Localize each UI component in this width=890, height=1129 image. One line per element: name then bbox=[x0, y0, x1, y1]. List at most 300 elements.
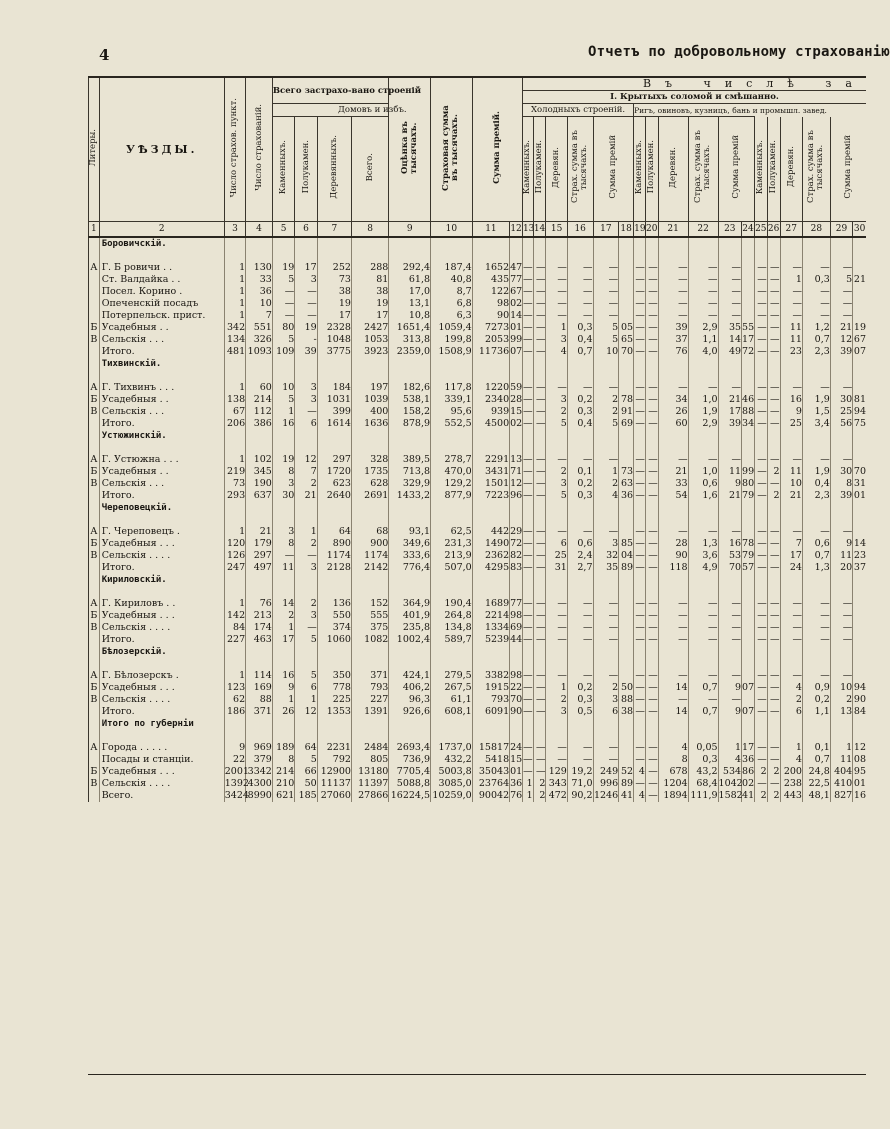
value-cell: — bbox=[802, 454, 830, 466]
empty-cell bbox=[89, 250, 100, 262]
empty-cell bbox=[472, 370, 509, 382]
header-rig: Ригъ, овиновъ, кузницъ, бань и промышл. завед. bbox=[634, 105, 827, 115]
empty-cell bbox=[510, 370, 523, 382]
value-cell: 38 bbox=[351, 286, 388, 298]
value-cell: 3085,0 bbox=[431, 778, 473, 790]
value-cell: 199,8 bbox=[431, 334, 473, 346]
empty-cell bbox=[718, 658, 742, 670]
value-cell: 793 bbox=[472, 694, 509, 706]
value-cell: 27866 bbox=[351, 790, 388, 802]
value-cell: 400 bbox=[351, 406, 388, 418]
value-cell: 1,5 bbox=[802, 406, 830, 418]
value-cell: 13,1 bbox=[389, 298, 431, 310]
table-row bbox=[89, 742, 867, 754]
value-cell: 79 bbox=[742, 550, 755, 561]
value-cell: 2 bbox=[767, 490, 780, 502]
empty-cell bbox=[688, 718, 718, 730]
empty-cell bbox=[99, 250, 224, 262]
value-cell: 214 bbox=[246, 394, 273, 406]
empty-cell bbox=[317, 730, 351, 742]
value-cell: 36 bbox=[510, 778, 523, 789]
empty-cell bbox=[522, 237, 533, 250]
empty-cell bbox=[431, 718, 473, 730]
value-cell bbox=[619, 262, 634, 274]
value-cell: — bbox=[272, 298, 294, 310]
value-cell: 94 bbox=[853, 406, 866, 417]
value-cell: 214 bbox=[272, 766, 294, 778]
empty-cell bbox=[645, 718, 658, 730]
value-cell: — bbox=[567, 670, 593, 682]
value-cell: — bbox=[546, 286, 567, 298]
value-cell: 399 bbox=[317, 406, 351, 418]
value-cell: — bbox=[688, 298, 718, 310]
value-cell: 90 bbox=[853, 694, 866, 705]
empty-cell bbox=[567, 358, 593, 370]
value-cell: — bbox=[767, 418, 780, 430]
value-cell: 1636 bbox=[351, 418, 388, 430]
value-cell: 1 bbox=[272, 694, 294, 706]
value-cell: — bbox=[645, 670, 658, 682]
value-cell: — bbox=[593, 454, 619, 466]
empty-cell bbox=[533, 586, 546, 598]
empty-cell bbox=[853, 237, 866, 250]
value-cell: 1 bbox=[780, 742, 802, 754]
value-cell bbox=[619, 298, 634, 310]
empty-cell bbox=[593, 502, 619, 514]
value-cell: 197 bbox=[351, 382, 388, 394]
value-cell: 11 bbox=[780, 322, 802, 334]
empty-cell bbox=[658, 502, 688, 514]
empty-cell bbox=[472, 718, 509, 730]
value-cell: 17 bbox=[272, 634, 294, 646]
empty-cell bbox=[295, 502, 317, 514]
value-cell: 472 bbox=[546, 790, 567, 802]
empty-cell bbox=[718, 370, 742, 382]
uezd-label: Города . . . . . bbox=[99, 742, 224, 754]
value-cell: 3 bbox=[546, 334, 567, 346]
value-cell: — bbox=[523, 610, 533, 621]
empty-cell bbox=[546, 250, 567, 262]
empty-cell bbox=[295, 237, 317, 250]
value-cell: 2 bbox=[295, 598, 317, 610]
empty-cell bbox=[688, 237, 718, 250]
value-cell: — bbox=[802, 598, 830, 610]
value-cell: — bbox=[767, 694, 780, 706]
empty-cell bbox=[767, 358, 780, 370]
value-cell: — bbox=[533, 562, 546, 574]
value-cell: 90 bbox=[510, 706, 523, 717]
empty-cell bbox=[522, 430, 533, 442]
empty-cell bbox=[472, 574, 509, 586]
value-cell: 252 bbox=[317, 262, 351, 274]
empty-cell bbox=[246, 442, 273, 454]
value-cell: — bbox=[658, 310, 688, 322]
value-cell: 76 bbox=[510, 790, 523, 801]
value-cell: 39 bbox=[658, 322, 688, 334]
value-cell: — bbox=[533, 706, 546, 718]
value-cell: 77 bbox=[510, 274, 523, 285]
empty-cell bbox=[767, 574, 780, 586]
header-vsego-bld: Всего. bbox=[351, 117, 388, 222]
value-cell: 19 bbox=[317, 298, 351, 310]
empty-cell bbox=[389, 730, 431, 742]
column-number: 8 bbox=[351, 222, 388, 238]
empty-cell bbox=[99, 514, 224, 526]
value-cell: — bbox=[658, 694, 688, 706]
empty-cell bbox=[754, 358, 767, 370]
empty-cell bbox=[351, 574, 388, 586]
value-cell: 2,4 bbox=[567, 550, 593, 562]
column-number: 5 bbox=[272, 222, 294, 238]
value-cell: 60 bbox=[658, 418, 688, 430]
empty-cell bbox=[645, 574, 658, 586]
value-cell: 01 bbox=[510, 322, 523, 333]
empty-cell bbox=[389, 658, 431, 670]
value-cell: 2214 bbox=[472, 610, 509, 622]
value-cell: — bbox=[635, 346, 645, 357]
value-cell: 19 bbox=[295, 322, 317, 334]
value-cell: 1334 bbox=[472, 622, 509, 634]
value-cell: 776,4 bbox=[389, 562, 431, 574]
value-cell: 481 bbox=[224, 346, 245, 358]
value-cell: — bbox=[593, 286, 619, 298]
value-cell: 278,7 bbox=[431, 454, 473, 466]
value-cell: 8 bbox=[658, 754, 688, 766]
value-cell: — bbox=[272, 310, 294, 322]
empty-cell bbox=[533, 514, 546, 526]
value-cell: — bbox=[780, 262, 802, 274]
value-cell: — bbox=[567, 526, 593, 538]
value-cell: — bbox=[830, 454, 852, 466]
empty-cell bbox=[802, 646, 830, 658]
empty-cell bbox=[767, 586, 780, 598]
column-number: 18 bbox=[619, 222, 634, 238]
empty-cell bbox=[89, 358, 100, 370]
value-cell: 15 bbox=[510, 754, 523, 765]
value-cell: 80 bbox=[742, 478, 755, 489]
value-cell: — bbox=[688, 286, 718, 298]
column-number: 30 bbox=[853, 222, 866, 238]
value-cell: — bbox=[645, 346, 658, 358]
table-header bbox=[89, 77, 867, 237]
empty-cell bbox=[567, 442, 593, 454]
empty-cell bbox=[472, 514, 509, 526]
header-k-kamen: Каменныхъ. bbox=[634, 117, 646, 222]
column-number: 13 bbox=[522, 222, 533, 238]
header-kamennykh-bld: Каменныхъ. bbox=[272, 117, 294, 222]
value-cell: — bbox=[645, 766, 658, 778]
empty-cell bbox=[89, 514, 100, 526]
value-cell: 38 bbox=[619, 706, 634, 718]
empty-cell bbox=[389, 574, 431, 586]
uezd-label: Усадебныя . . bbox=[99, 394, 224, 406]
value-cell: — bbox=[718, 262, 742, 274]
uezd-label: Г. Кириловъ . . bbox=[99, 598, 224, 610]
value-cell: — bbox=[523, 334, 533, 345]
value-cell: 21 bbox=[830, 322, 852, 334]
value-cell: — bbox=[546, 310, 567, 322]
empty-cell bbox=[546, 430, 567, 442]
value-cell: 1353 bbox=[317, 706, 351, 718]
litera-cell: В bbox=[90, 478, 98, 489]
value-cell: 12 bbox=[830, 334, 852, 346]
value-cell: — bbox=[718, 610, 742, 622]
empty-cell bbox=[389, 502, 431, 514]
value-cell: 1,0 bbox=[688, 394, 718, 406]
value-cell: 778 bbox=[317, 682, 351, 694]
value-cell: 2142 bbox=[351, 562, 388, 574]
value-cell: 21 bbox=[295, 490, 317, 502]
value-cell: — bbox=[780, 454, 802, 466]
value-cell: 589,7 bbox=[431, 634, 473, 646]
section-header bbox=[89, 574, 867, 586]
value-cell bbox=[742, 622, 755, 634]
value-cell: — bbox=[523, 418, 533, 429]
value-cell: — bbox=[802, 382, 830, 394]
uezd-label: Итого. bbox=[99, 346, 224, 358]
empty-cell bbox=[89, 237, 100, 250]
header-otsenka: Оцѣнка въ тысячахъ. bbox=[389, 77, 431, 222]
empty-cell bbox=[567, 586, 593, 598]
value-cell: 16 bbox=[272, 418, 294, 430]
value-cell bbox=[619, 634, 634, 646]
empty-cell bbox=[533, 250, 546, 262]
value-cell: 371 bbox=[351, 670, 388, 682]
empty-cell bbox=[802, 430, 830, 442]
empty-cell bbox=[658, 358, 688, 370]
value-cell: — bbox=[645, 694, 658, 706]
value-cell: — bbox=[645, 622, 658, 634]
value-cell: — bbox=[523, 562, 533, 573]
value-cell: — bbox=[523, 478, 533, 489]
empty-cell bbox=[830, 358, 852, 370]
value-cell: 375 bbox=[351, 622, 388, 634]
empty-cell bbox=[246, 658, 273, 670]
value-cell: 8 bbox=[272, 754, 294, 766]
value-cell: — bbox=[767, 634, 780, 646]
value-cell: 40,8 bbox=[431, 274, 473, 286]
empty-cell bbox=[472, 730, 509, 742]
empty-cell bbox=[351, 430, 388, 442]
value-cell: 54 bbox=[658, 490, 688, 502]
value-cell: — bbox=[593, 742, 619, 754]
value-cell bbox=[619, 382, 634, 394]
litera-cell: В bbox=[90, 406, 98, 417]
empty-cell bbox=[619, 370, 634, 382]
value-cell: 118 bbox=[658, 562, 688, 574]
empty-cell bbox=[634, 730, 646, 742]
value-cell: 05 bbox=[619, 322, 634, 334]
empty-cell bbox=[431, 430, 473, 442]
value-cell: — bbox=[533, 274, 546, 286]
empty-cell bbox=[224, 718, 245, 730]
litera-cell bbox=[89, 790, 100, 802]
value-cell: — bbox=[533, 766, 546, 778]
value-cell: 1 bbox=[718, 742, 742, 754]
uezd-label: Усадебныя . . . bbox=[99, 538, 224, 550]
value-cell: — bbox=[635, 562, 645, 573]
value-cell: 99 bbox=[742, 466, 755, 477]
value-cell: — bbox=[754, 466, 767, 478]
value-cell: — bbox=[635, 670, 645, 681]
value-cell: 16 bbox=[780, 394, 802, 406]
value-cell: 227 bbox=[224, 634, 245, 646]
value-cell: 22 bbox=[510, 682, 523, 693]
value-cell: 9 bbox=[718, 706, 742, 718]
value-cell: — bbox=[767, 754, 780, 766]
value-cell: — bbox=[523, 526, 533, 537]
empty-cell bbox=[89, 442, 100, 454]
uezd-label: Сельскія . . . bbox=[99, 334, 224, 346]
empty-cell bbox=[317, 718, 351, 730]
value-cell: 89 bbox=[619, 562, 634, 574]
report-title: Отчетъ по добровольному страхованію bbox=[588, 44, 890, 60]
empty-cell bbox=[754, 442, 767, 454]
value-cell: 1 bbox=[224, 274, 245, 286]
value-cell: — bbox=[658, 634, 688, 646]
empty-cell bbox=[718, 574, 742, 586]
value-cell: 99 bbox=[510, 334, 523, 345]
empty-cell bbox=[295, 658, 317, 670]
column-number: 24 bbox=[742, 222, 755, 238]
value-cell: 24 bbox=[510, 742, 523, 753]
value-cell: 2,3 bbox=[802, 490, 830, 502]
empty-cell bbox=[431, 658, 473, 670]
litera-cell: А bbox=[90, 382, 98, 393]
value-cell: — bbox=[754, 274, 767, 286]
value-cell: — bbox=[523, 670, 533, 681]
value-cell: 01 bbox=[853, 490, 866, 501]
value-cell: — bbox=[533, 634, 546, 646]
value-cell: 1737,0 bbox=[431, 742, 473, 754]
value-cell: — bbox=[546, 598, 567, 610]
value-cell: — bbox=[754, 418, 767, 430]
empty-cell bbox=[830, 586, 852, 598]
value-cell: 5 bbox=[546, 418, 567, 430]
value-cell: 623 bbox=[317, 478, 351, 490]
uezd-label: Сельскія . . . . bbox=[99, 622, 224, 634]
value-cell: 25 bbox=[546, 550, 567, 562]
column-number: 28 bbox=[802, 222, 830, 238]
empty-cell bbox=[246, 237, 273, 250]
total-row bbox=[89, 790, 867, 802]
section-name: Устюжинскій. bbox=[99, 430, 224, 442]
value-cell: 3 bbox=[295, 562, 317, 574]
empty-cell bbox=[431, 586, 473, 598]
value-cell bbox=[853, 670, 866, 682]
value-cell: 88 bbox=[619, 694, 634, 706]
empty-cell bbox=[272, 514, 294, 526]
value-cell: 36 bbox=[742, 754, 755, 765]
empty-cell bbox=[533, 237, 546, 250]
value-cell: — bbox=[593, 754, 619, 766]
empty-cell bbox=[246, 730, 273, 742]
value-cell: 343 bbox=[546, 778, 567, 790]
uezd-label: Всего. bbox=[99, 790, 224, 802]
value-cell: — bbox=[523, 706, 533, 717]
empty-cell bbox=[567, 514, 593, 526]
empty-cell bbox=[295, 514, 317, 526]
table-row bbox=[89, 538, 867, 550]
value-cell: 11 bbox=[830, 754, 852, 766]
value-cell: — bbox=[780, 298, 802, 310]
value-cell: — bbox=[533, 382, 546, 394]
value-cell: 48,1 bbox=[802, 790, 830, 802]
empty-cell bbox=[567, 730, 593, 742]
value-cell: 21 bbox=[658, 466, 688, 478]
empty-cell bbox=[246, 514, 273, 526]
empty-cell bbox=[472, 586, 509, 598]
value-cell: 288 bbox=[351, 262, 388, 274]
litera-cell: А bbox=[90, 742, 98, 753]
empty-cell bbox=[389, 250, 431, 262]
empty-cell bbox=[567, 646, 593, 658]
value-cell: — bbox=[645, 418, 658, 430]
section-header bbox=[89, 358, 867, 370]
empty-cell bbox=[389, 718, 431, 730]
value-cell: 339,1 bbox=[431, 394, 473, 406]
value-cell: 112 bbox=[246, 406, 273, 418]
value-cell: — bbox=[645, 706, 658, 718]
value-cell: — bbox=[830, 670, 852, 682]
value-cell: 827 bbox=[830, 790, 852, 802]
value-cell: — bbox=[523, 274, 533, 285]
value-cell: — bbox=[523, 394, 533, 405]
value-cell: — bbox=[523, 382, 533, 393]
value-cell: 1,3 bbox=[802, 562, 830, 574]
value-cell: — bbox=[754, 754, 767, 766]
value-cell: 5239 bbox=[472, 634, 509, 646]
uezd-label: Усадебныя . . . bbox=[99, 766, 224, 778]
value-cell: 3 bbox=[546, 478, 567, 490]
value-cell bbox=[742, 598, 755, 610]
value-cell: — bbox=[523, 298, 533, 309]
value-cell: 4500 bbox=[472, 418, 509, 430]
litera-cell: А bbox=[90, 454, 98, 465]
value-cell: 37 bbox=[853, 562, 866, 573]
empty-cell bbox=[830, 730, 852, 742]
empty-cell bbox=[658, 586, 688, 598]
empty-cell bbox=[853, 514, 866, 526]
empty-cell bbox=[754, 586, 767, 598]
table-row bbox=[89, 598, 867, 610]
empty-cell bbox=[634, 237, 646, 250]
value-cell: — bbox=[533, 682, 546, 694]
value-cell: — bbox=[645, 634, 658, 646]
empty-cell bbox=[645, 502, 658, 514]
value-cell: 1220 bbox=[472, 382, 509, 394]
total-row bbox=[89, 634, 867, 646]
value-cell: 11 bbox=[272, 562, 294, 574]
value-cell: 792 bbox=[317, 754, 351, 766]
value-cell: 07 bbox=[742, 682, 755, 693]
empty-cell bbox=[510, 730, 523, 742]
value-cell: — bbox=[635, 694, 645, 705]
value-cell: — bbox=[567, 382, 593, 394]
value-cell: 1433,2 bbox=[389, 490, 431, 502]
insurance-table bbox=[88, 76, 866, 802]
value-cell: 1,3 bbox=[688, 538, 718, 550]
value-cell: — bbox=[533, 550, 546, 562]
value-cell: 14 bbox=[272, 598, 294, 610]
value-cell: 552,5 bbox=[431, 418, 473, 430]
empty-cell bbox=[634, 718, 646, 730]
value-cell: — bbox=[767, 262, 780, 274]
empty-cell bbox=[767, 502, 780, 514]
value-cell: 84 bbox=[853, 706, 866, 717]
value-cell: 225 bbox=[317, 694, 351, 706]
value-cell: 73 bbox=[619, 466, 634, 478]
